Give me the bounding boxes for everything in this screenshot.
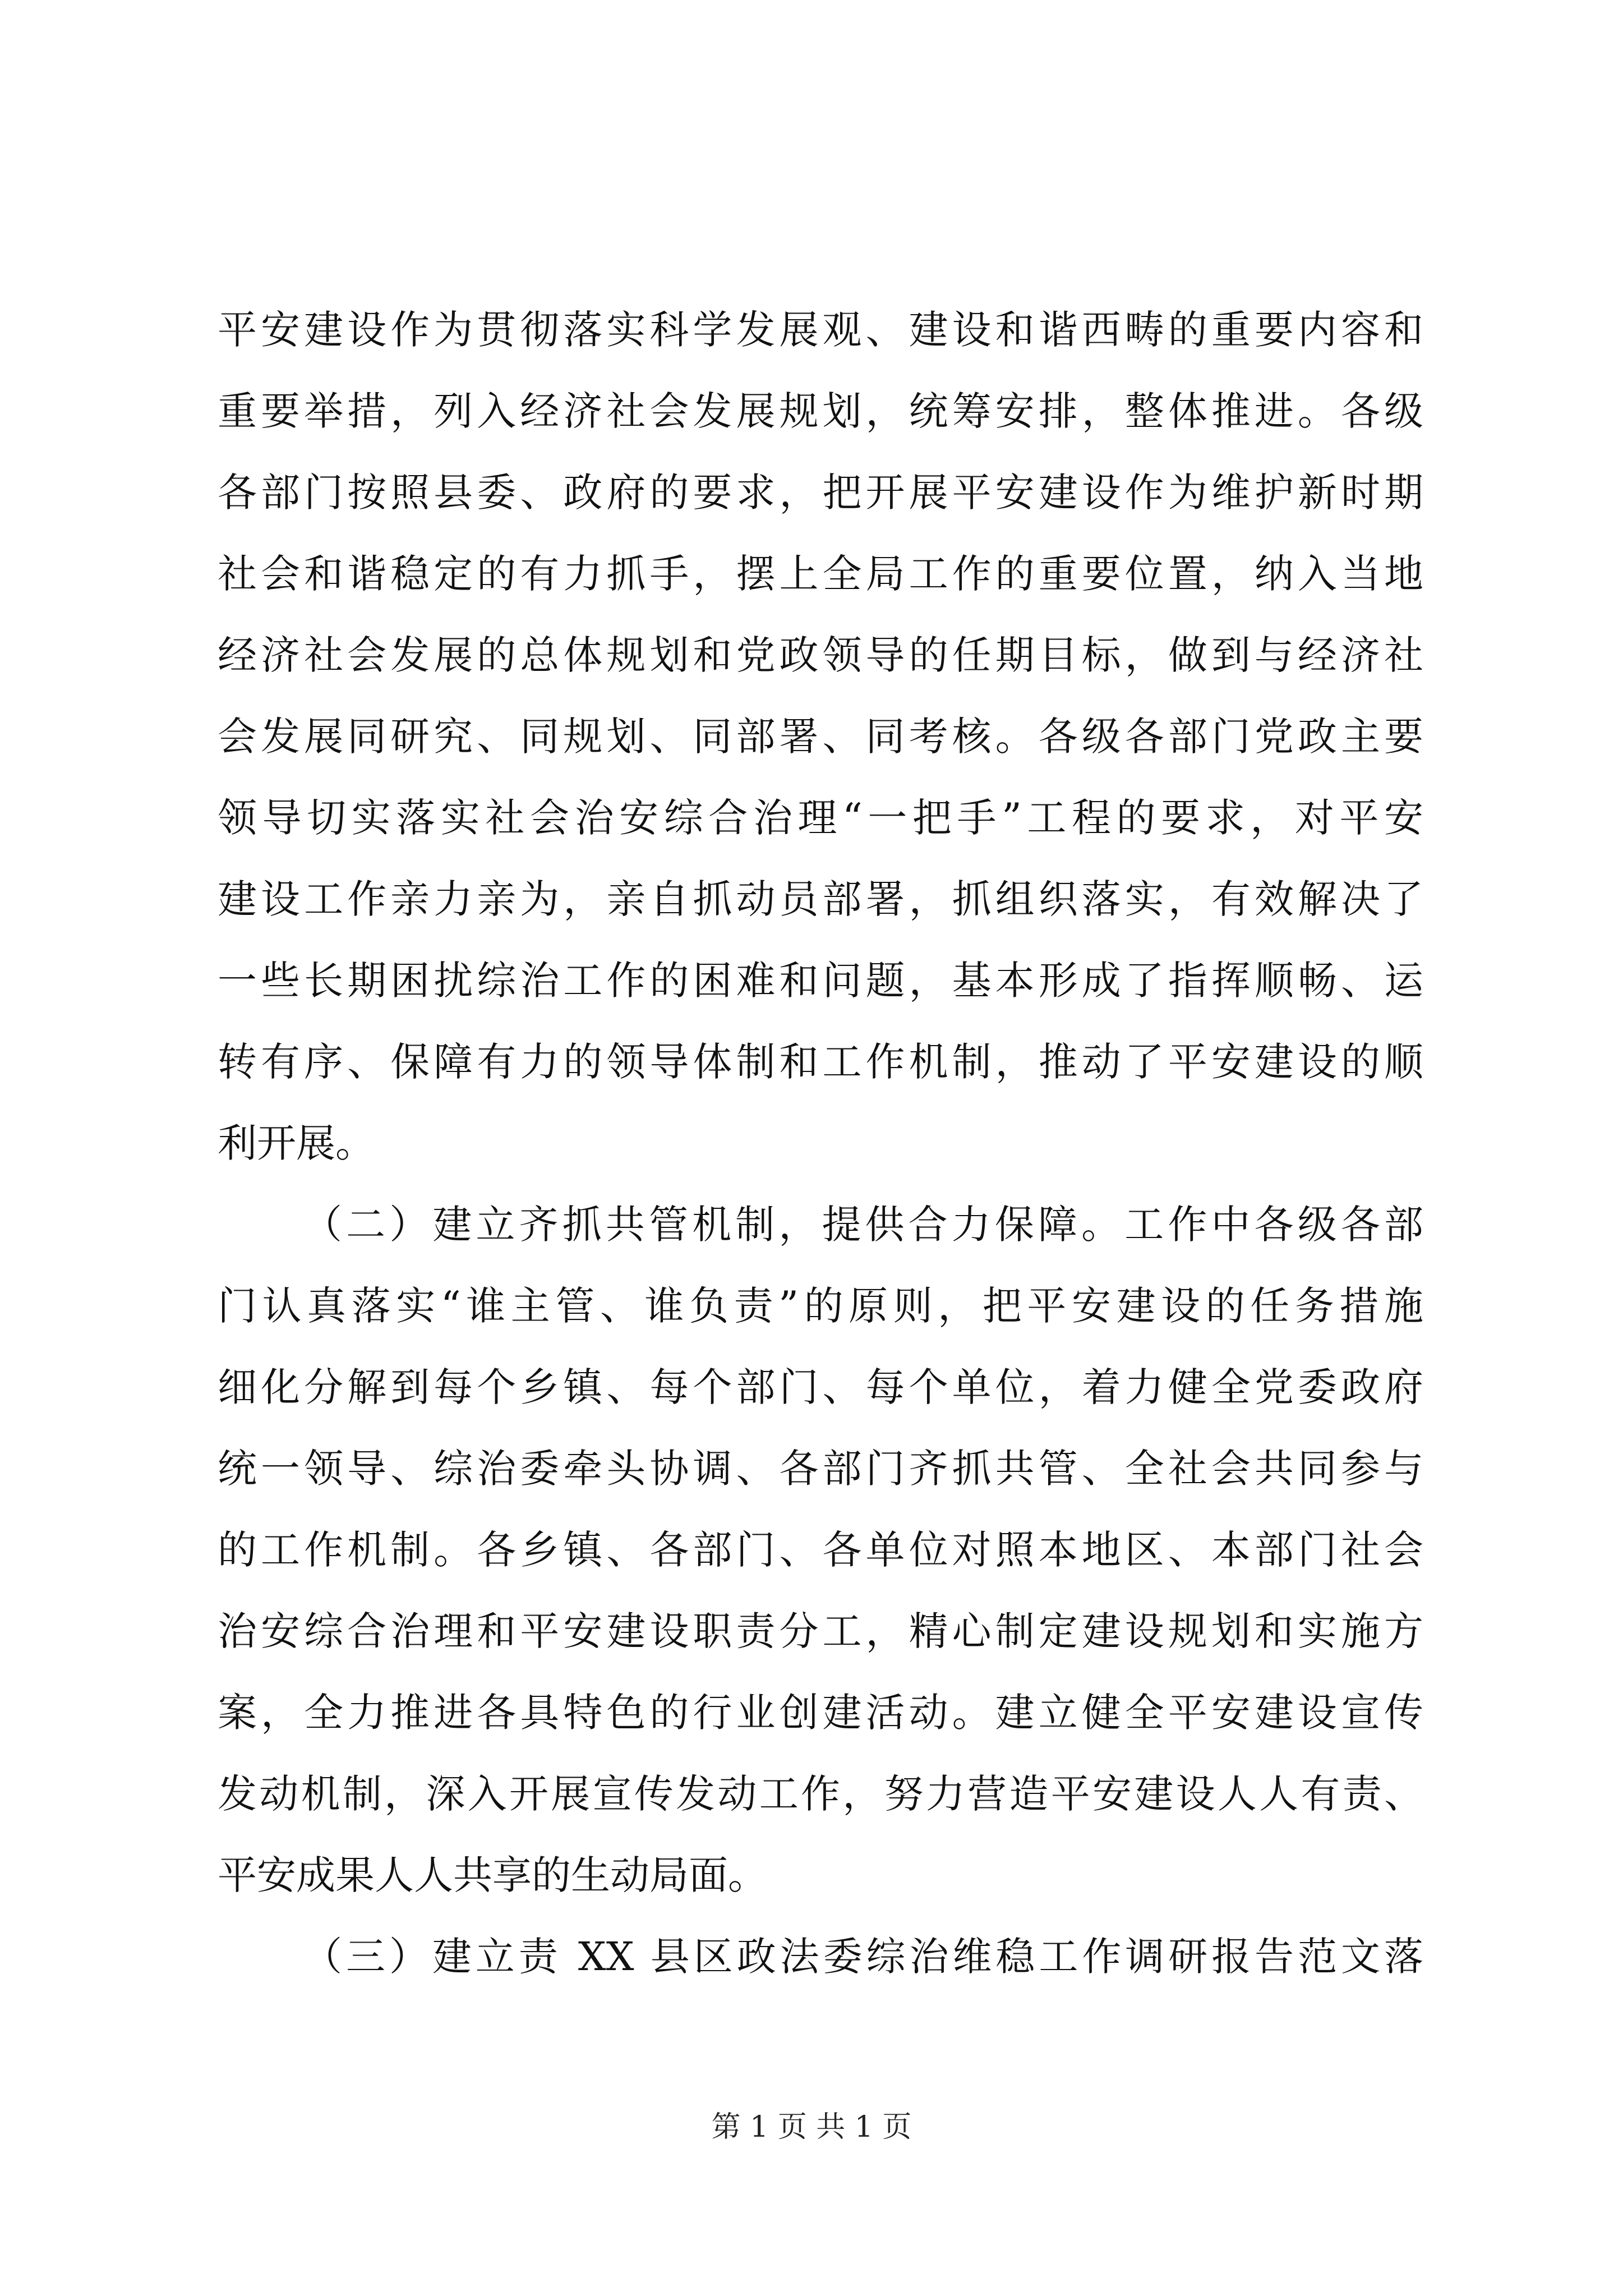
body-line: 案，全力推进各具特色的行业创建活动。建立健全平安建设宣传 [218, 1690, 1423, 1736]
body-line: 利开展。 [218, 1120, 375, 1166]
page-number-footer: 第 1 页 共 1 页 [711, 2110, 912, 2144]
body-line: 细化分解到每个乡镇、每个部门、每个单位，着力健全党委政府 [218, 1364, 1423, 1410]
body-line: 社会和谐稳定的有力抓手，摆上全局工作的重要位置，纳入当地 [218, 551, 1423, 597]
body-line: 统一领导、综治委牵头协调、各部门齐抓共管、全社会共同参与 [218, 1446, 1423, 1492]
body-line: 会发展同研究、同规划、同部署、同考核。各级各部门党政主要 [218, 714, 1423, 760]
body-line: 各部门按照县委、政府的要求，把开展平安建设作为维护新时期 [218, 470, 1423, 516]
section-heading-line: （三）建立责 XX 县区政法委综治维稳工作调研报告范文落 [303, 1934, 1423, 1980]
body-line: 门认真落实“谁主管、谁负责”的原则，把平安建设的任务措施 [218, 1283, 1423, 1329]
body-line: 重要举措，列入经济社会发展规划，统筹安排，整体推进。各级 [218, 388, 1423, 434]
body-line: 治安综合治理和平安建设职责分工，精心制定建设规划和实施方 [218, 1608, 1423, 1654]
body-line: 经济社会发展的总体规划和党政领导的任期目标，做到与经济社 [218, 632, 1423, 678]
body-line: 发动机制，深入开展宣传发动工作，努力营造平安建设人人有责、 [218, 1771, 1423, 1817]
body-line: 建设工作亲力亲为，亲自抓动员部署，抓组织落实，有效解决了 [218, 876, 1423, 922]
body-line: 一些长期困扰综治工作的困难和问题，基本形成了指挥顺畅、运 [218, 958, 1423, 1004]
section-heading-line: （二）建立齐抓共管机制，提供合力保障。工作中各级各部 [303, 1202, 1423, 1248]
body-line: 的工作机制。各乡镇、各部门、各单位对照本地区、本部门社会 [218, 1527, 1423, 1573]
body-line: 领导切实落实社会治安综合治理“一把手”工程的要求，对平安 [218, 795, 1423, 841]
body-line: 转有序、保障有力的领导体制和工作机制，推动了平安建设的顺 [218, 1039, 1423, 1085]
body-line: 平安成果人人共享的生动局面。 [218, 1852, 767, 1898]
body-line: 平安建设作为贯彻落实科学发展观、建设和谐西畴的重要内容和 [218, 307, 1423, 353]
